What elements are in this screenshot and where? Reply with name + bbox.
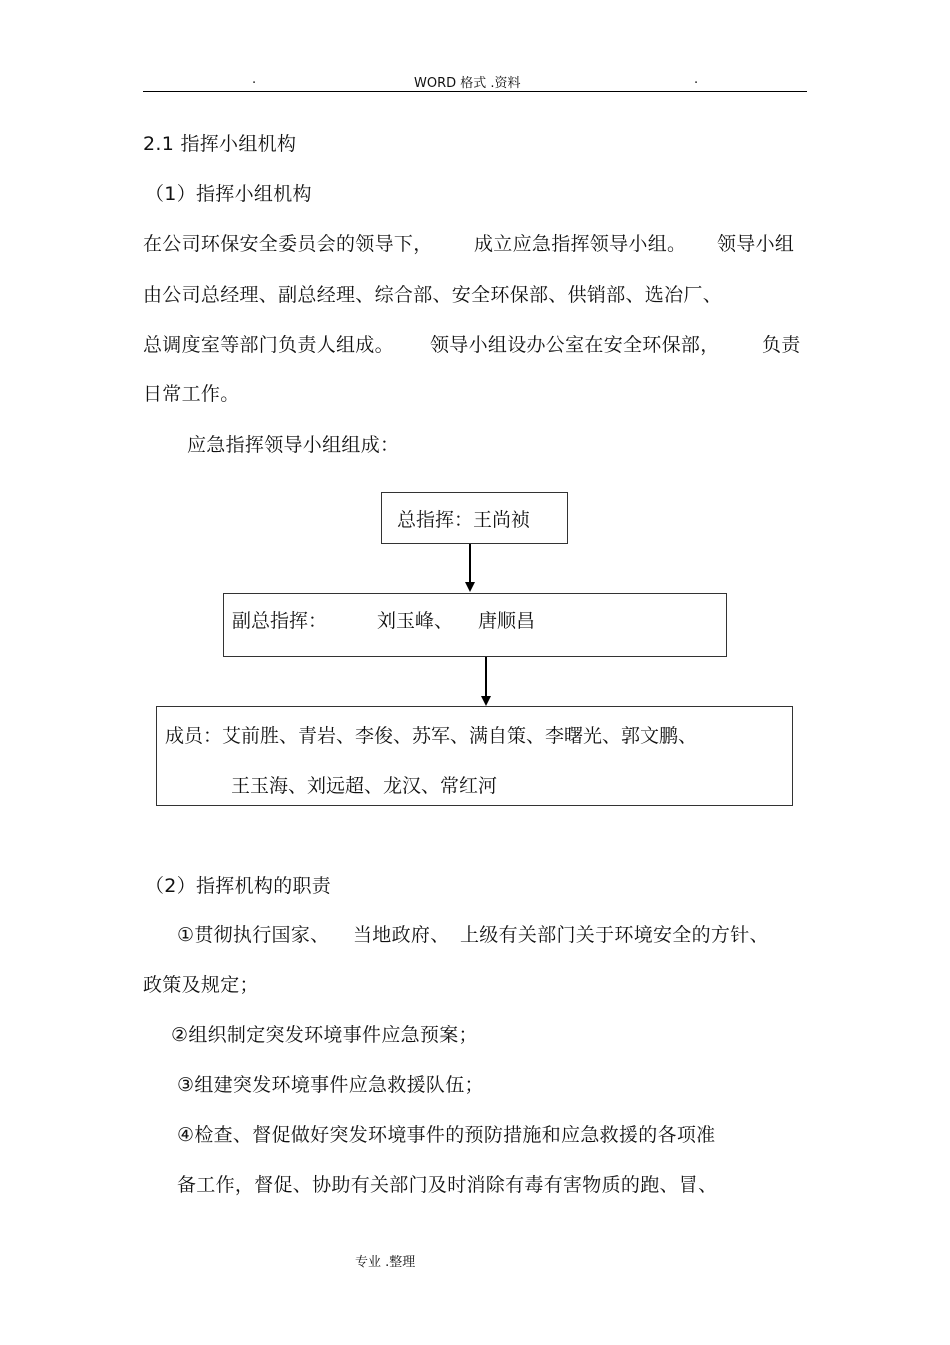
deputy-box: [223, 593, 727, 657]
header-dot-left: .: [252, 72, 257, 87]
duty-3: ③组建突发环境事件应急救援队伍；: [177, 1074, 484, 1096]
para-line-4: 日常工作。: [143, 383, 240, 405]
arrow-2-line: [485, 657, 487, 697]
arrow-1-head: [465, 582, 475, 592]
commander-box: [381, 492, 568, 544]
duty-1-part-a: ①贯彻执行国家、: [177, 924, 330, 946]
para-line-3c: 负责: [762, 334, 801, 356]
org-intro: 应急指挥领导小组组成：: [187, 434, 400, 456]
duty-2: ②组织制定突发环境事件应急预案；: [171, 1024, 478, 1046]
members-line-1: 成员：艾前胜、青岩、李俊、苏军、满自策、李曙光、郭文鹏、: [165, 725, 698, 747]
deputy-name-1: 刘玉峰、: [377, 610, 454, 632]
duty-1-line-2: 政策及规定；: [143, 974, 259, 996]
para-line-3b: 领导小组设办公室在安全环保部，: [430, 334, 720, 356]
para-line-1b: 成立应急指挥领导小组。: [474, 233, 687, 255]
header-dot-right: .: [694, 72, 699, 87]
para-line-1c: 领导小组: [717, 233, 795, 255]
duties-heading: （2）指挥机构的职责: [145, 875, 332, 897]
members-line-2: 王玉海、刘远超、龙汉、常红河: [231, 775, 498, 797]
duty-1-part-b: 当地政府、: [353, 924, 450, 946]
duty-4-line-2: 备工作，督促、协助有关部门及时消除有毒有害物质的跑、冒、: [177, 1174, 718, 1196]
arrow-2-head: [481, 696, 491, 706]
arrow-1-line: [469, 544, 471, 583]
members-box: [156, 706, 793, 806]
footer-text: 专业 .整理: [355, 1255, 416, 1270]
section-heading: 2.1 指挥小组机构: [143, 133, 297, 155]
deputy-label: 副总指挥：: [232, 610, 328, 632]
commander-text: 总指挥：王尚祯: [397, 509, 531, 531]
para-line-1a: 在公司环保安全委员会的领导下，: [143, 233, 433, 255]
para-line-3a: 总调度室等部门负责人组成。: [143, 334, 394, 356]
header-title: WORD 格式 .资料: [414, 76, 521, 91]
para-line-2: 由公司总经理、副总经理、综合部、安全环保部、供销部、选冶厂、: [143, 284, 723, 306]
duty-4-line-1: ④检查、督促做好突发环境事件的预防措施和应急救援的各项准: [177, 1124, 716, 1146]
header-rule: [143, 91, 807, 92]
subsection-heading: （1）指挥小组机构: [145, 183, 312, 205]
deputy-name-2: 唐顺昌: [478, 610, 536, 632]
duty-1-part-c: 上级有关部门关于环境安全的方针、: [460, 924, 769, 946]
